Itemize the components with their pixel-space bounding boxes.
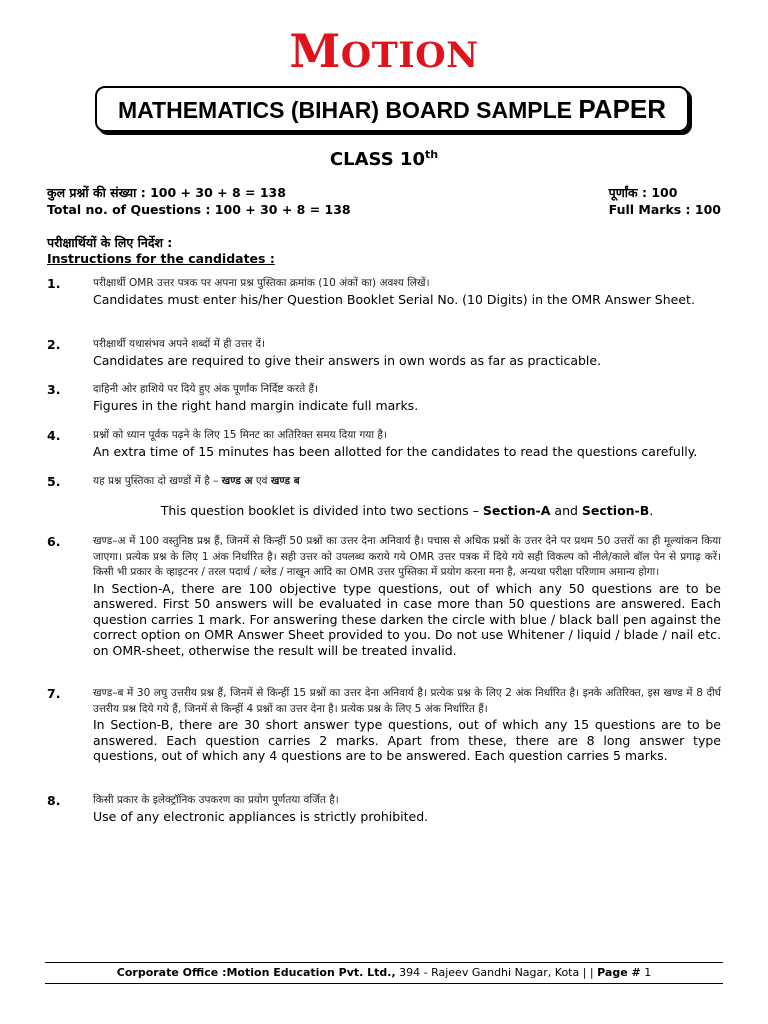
instruction-item bbox=[47, 686, 721, 764]
instruction-number: 8. bbox=[47, 793, 61, 808]
section-b-label: Section-B bbox=[581, 502, 650, 518]
instruction-number: 5. bbox=[47, 474, 61, 489]
footer-address: 394 - Rajeev Gandhi Nagar, Kota | | bbox=[395, 966, 594, 979]
footer-rule-top bbox=[45, 962, 723, 963]
paper-title-last: PAPER bbox=[578, 93, 667, 124]
instruction-english: Figures in the right hand margin indicate full marks. bbox=[93, 397, 419, 413]
instruction-item bbox=[47, 382, 721, 413]
summary-row bbox=[47, 184, 721, 218]
class-label: CLASS 10 bbox=[329, 149, 425, 170]
instruction-english: Candidates must enter his/her Question Booklet Serial No. (10 Digits) in the OMR Answer Sheet. bbox=[93, 291, 695, 307]
instruction-hindi: खण्ड–अ में 100 वस्तुनिष्ठ प्रश्न हैं, जिनमें से किन्हीं 50 प्रश्नों का उत्तर देना अनिवार्य है। पचास से अधिक प्रश्नों के उत्तर देने पर प्रथम 50 उत्तरों का ही मूल्यांकन किया जाएगा। प्रत्येक प्रश्न के लिए 1 अंक निर्धारित है। सही उत्तर को उपलब्ध कराये गये OMR उत्तर पत्रक में दिये गये सही विकल्प को नीले/काले बॉल पेन से प्रगाढ़ करें। किसी भी प्रकार के व्हाइटनर / तरल पदार्थ / ब्लेड / नाखून आदि का OMR उत्तर पुस्तिका में प्रयोग करना मना है, अन्यथा परीक्षा परिणाम अमान्य होगा। bbox=[93, 535, 721, 578]
instruction-hindi: परीक्षार्थी OMR उत्तर पत्रक पर अपना प्रश्न पुस्तिका क्रमांक (10 अंकों का) अवश्य लिखें। bbox=[93, 277, 430, 289]
instruction-english: Use of any electronic appliances is strictly prohibited. bbox=[93, 808, 429, 824]
page-footer bbox=[0, 966, 768, 980]
section-a-hindi: खण्ड अ bbox=[221, 475, 253, 487]
class-heading bbox=[0, 148, 768, 170]
full-marks-english: Full Marks : 100 bbox=[608, 202, 721, 217]
instruction-number: 4. bbox=[47, 428, 61, 443]
conjunction-hindi: एवं bbox=[255, 475, 268, 487]
paper-title-main: MATHEMATICS (BIHAR) BOARD SAMPLE bbox=[117, 96, 572, 123]
instruction-english-text: This question booklet is divided into two sections – bbox=[160, 502, 479, 518]
question-count bbox=[47, 184, 351, 218]
instruction-item bbox=[47, 428, 721, 459]
logo-rest: OTION bbox=[340, 35, 479, 76]
paper-title bbox=[118, 94, 666, 125]
section-a-label: Section-A bbox=[482, 502, 551, 518]
question-count-hindi: कुल प्रश्नों की संख्या : 100 + 30 + 8 = 138 bbox=[47, 185, 286, 200]
instruction-item bbox=[47, 276, 721, 307]
instruction-english: Candidates are required to give their answers in own words as far as practicable. bbox=[93, 352, 602, 368]
instruction-item bbox=[47, 474, 721, 518]
logo-initial: M bbox=[289, 24, 341, 78]
page-number-label: Page # bbox=[597, 966, 641, 979]
instructions-heading-english: Instructions for the candidates : bbox=[47, 251, 275, 266]
instruction-item bbox=[47, 337, 721, 368]
footer-rule-bottom bbox=[45, 983, 723, 984]
class-label-suffix: th bbox=[424, 148, 439, 161]
instruction-number: 1. bbox=[47, 276, 61, 291]
instruction-hindi: प्रश्नों को ध्यान पूर्वक पढ़ने के लिए 15 मिनट का अतिरिक्त समय दिया गया है। bbox=[93, 429, 387, 441]
instruction-english: In Section-A, there are 100 objective type questions, out of which any 50 questions are to be answered. First 50 answers will be evaluated in case more than 50 questions are answered. Each question carries 1 mark. For answering these darken the circle with blue / black ball pen against the correct option on OMR Answer Sheet provided to you. Do not use Whitener / liquid / blade / nail etc. on OMR-sheet, otherwise the result will be treated invalid. bbox=[93, 580, 721, 658]
motion-logo bbox=[0, 24, 768, 78]
conjunction-english: and bbox=[554, 502, 578, 518]
instruction-english: An extra time of 15 minutes has been allotted for the candidates to read the questions carefully. bbox=[93, 443, 698, 459]
section-b-hindi: खण्ड ब bbox=[270, 475, 300, 487]
instruction-number: 2. bbox=[47, 337, 61, 352]
instruction-number: 7. bbox=[47, 686, 61, 701]
instruction-number: 6. bbox=[47, 534, 61, 549]
instruction-item bbox=[47, 793, 721, 824]
instruction-hindi: परीक्षार्थी यथासंभव अपने शब्दों में ही उत्तर दें। bbox=[93, 338, 266, 350]
instructions-heading-hindi: परीक्षार्थियों के लिए निर्देश : bbox=[47, 235, 173, 250]
page-number: 1 bbox=[640, 966, 652, 979]
instructions-heading bbox=[47, 234, 275, 267]
instruction-hindi bbox=[93, 474, 721, 490]
title-box bbox=[95, 86, 689, 132]
question-count-english: Total no. of Questions : 100 + 30 + 8 = 138 bbox=[47, 202, 351, 217]
instruction-hindi: खण्ड–ब में 30 लघु उत्तरीय प्रश्न हैं, जिनमें से किन्हीं 15 प्रश्नों का उत्तर देना अनिवार्य है। प्रत्येक प्रश्न के लिए 2 अंक निर्धारित है। इनके अतिरिक्त, इस खण्ड में 8 दीर्घ उत्तरीय प्रश्न दिये गये हैं, जिनमें से किन्हीं 4 प्रश्नों का उत्तर देना है। प्रत्येक प्रश्न के लिए 5 अंक निर्धारित हैं। bbox=[93, 687, 721, 715]
instruction-english bbox=[93, 503, 721, 518]
instruction-number: 3. bbox=[47, 382, 61, 397]
instruction-english: In Section-B, there are 30 short answer type questions, out of which any 15 questions are to be answered. Each question carries 2 marks. Apart from these, there are 8 long answer type questions, out of which any 4 questions are to be answered. Each question carries 5 marks. bbox=[93, 717, 721, 763]
instruction-hindi-text: यह प्रश्न पुस्तिका दो खण्डों में है – bbox=[93, 475, 219, 487]
instruction-hindi: किसी प्रकार के इलेक्ट्रॉनिक उपकरण का प्रयोग पूर्णतया वर्जित है। bbox=[93, 794, 339, 806]
instruction-hindi: दाहिनी ओर हाशिये पर दिये हुए अंक पूर्णांक निर्दिष्ट करते हैं। bbox=[93, 383, 319, 395]
full-marks bbox=[609, 184, 721, 218]
sentence-end: . bbox=[649, 502, 654, 518]
full-marks-hindi: पूर्णांक : 100 bbox=[608, 185, 678, 200]
instruction-item bbox=[47, 534, 721, 658]
footer-office-label: Corporate Office :Motion Education Pvt. Ltd., bbox=[116, 966, 396, 979]
